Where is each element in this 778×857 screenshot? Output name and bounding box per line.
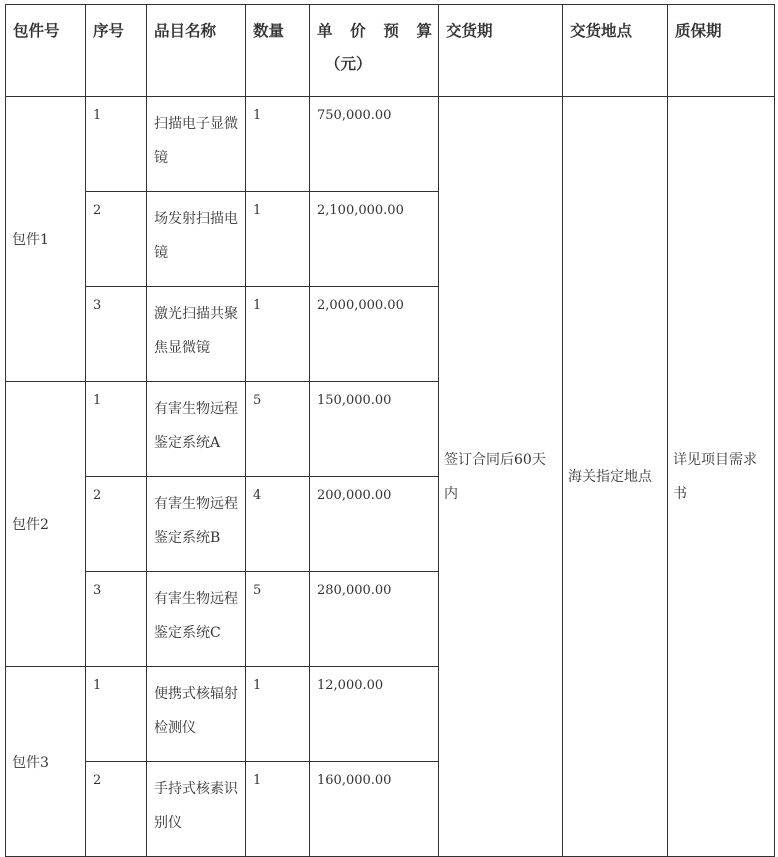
item-name-cell: 有害生物远程鉴定系统B xyxy=(147,477,246,572)
seq-cell: 2 xyxy=(86,762,147,857)
qty-cell: 5 xyxy=(246,572,310,667)
header-unit-price: 单 价 预 算 （元） xyxy=(310,5,439,97)
seq-cell: 1 xyxy=(86,97,147,192)
package-label: 包件2 xyxy=(6,382,86,667)
price-cell: 2,000,000.00 xyxy=(310,287,439,382)
item-name-cell: 场发射扫描电镜 xyxy=(147,192,246,287)
item-name-cell: 手持式核素识别仪 xyxy=(147,762,246,857)
price-cell: 200,000.00 xyxy=(310,477,439,572)
item-name-cell: 便携式核辐射检测仪 xyxy=(147,667,246,762)
item-name-cell: 有害生物远程鉴定系统A xyxy=(147,382,246,477)
package-label: 包件1 xyxy=(6,97,86,382)
price-cell: 160,000.00 xyxy=(310,762,439,857)
price-cell: 750,000.00 xyxy=(310,97,439,192)
header-seq-no: 序号 xyxy=(86,5,147,97)
procurement-table xyxy=(5,4,775,857)
qty-cell: 4 xyxy=(246,477,310,572)
item-name-cell: 扫描电子显微镜 xyxy=(147,97,246,192)
item-name-cell: 有害生物远程鉴定系统C xyxy=(147,572,246,667)
delivery-place-cell: 海关指定地点 xyxy=(563,97,668,857)
seq-cell: 3 xyxy=(86,287,147,382)
table-row xyxy=(6,97,775,192)
qty-cell: 1 xyxy=(246,667,310,762)
seq-cell: 3 xyxy=(86,572,147,667)
delivery-period-cell: 签订合同后60天内 xyxy=(439,97,563,857)
price-cell: 280,000.00 xyxy=(310,572,439,667)
seq-cell: 1 xyxy=(86,667,147,762)
seq-cell: 1 xyxy=(86,382,147,477)
price-cell: 150,000.00 xyxy=(310,382,439,477)
header-warranty: 质保期 xyxy=(668,5,775,97)
warranty-cell: 详见项目需求书 xyxy=(668,97,775,857)
price-cell: 2,100,000.00 xyxy=(310,192,439,287)
header-delivery-place: 交货地点 xyxy=(563,5,668,97)
seq-cell: 2 xyxy=(86,192,147,287)
header-row xyxy=(6,5,775,97)
package-label: 包件3 xyxy=(6,667,86,857)
qty-cell: 1 xyxy=(246,97,310,192)
qty-cell: 1 xyxy=(246,762,310,857)
item-name-cell: 激光扫描共聚焦显微镜 xyxy=(147,287,246,382)
header-quantity: 数量 xyxy=(246,5,310,97)
header-delivery-period: 交货期 xyxy=(439,5,563,97)
qty-cell: 1 xyxy=(246,192,310,287)
qty-cell: 1 xyxy=(246,287,310,382)
header-package-no: 包件号 xyxy=(6,5,86,97)
seq-cell: 2 xyxy=(86,477,147,572)
price-cell: 12,000.00 xyxy=(310,667,439,762)
header-item-name: 品目名称 xyxy=(147,5,246,97)
qty-cell: 5 xyxy=(246,382,310,477)
